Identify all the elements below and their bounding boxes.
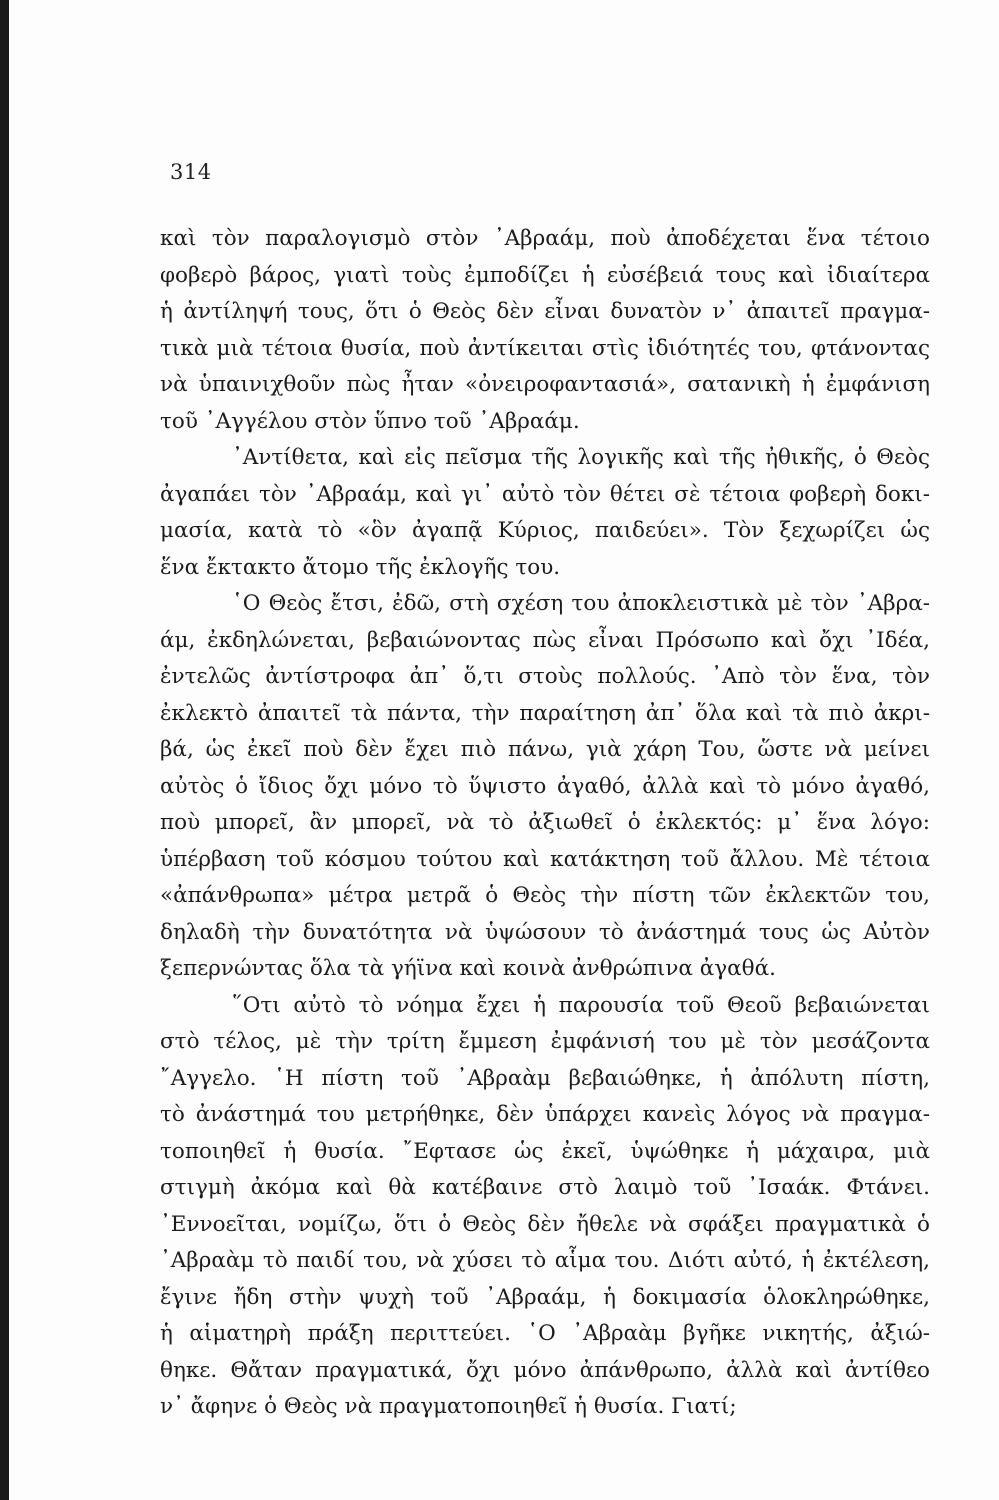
text-line: άμ, ἐκδηλώνεται, βεβαιώνοντας πὼς εἶναι Πρόσωπο καὶ ὄχι ᾿Ιδέα, bbox=[160, 627, 930, 653]
text-line: ᾿Αντίθετα, καὶ εἰς πεῖσμα τῆς λογικῆς καὶ τῆς ἠθικῆς, ὁ Θεὸς bbox=[232, 445, 930, 470]
text-line: ν᾿ ἄφηνε ὁ Θεὸς νὰ πραγματοποιηθεῖ ἡ θυσία. Γιατί; bbox=[160, 1394, 737, 1419]
text-line: αὐτὸς ὁ ἴδιος ὄχι μόνο τὸ ὕψιστο ἀγαθό, ἀλλὰ καὶ τὸ μόνο ἀγαθό, bbox=[160, 773, 930, 799]
text-line: καὶ τὸν παραλογισμὸ στὸν ᾿Αβραάμ, ποὺ ἀποδέχεται ἕνα τέτοιο bbox=[160, 226, 930, 251]
text-line: στιγμὴ ἀκόμα καὶ θὰ κατέβαινε στὸ λαιμὸ τοῦ ᾿Ισαάκ. Φτάνει. bbox=[160, 1175, 930, 1200]
text-line: τικὰ μιὰ τέτοια θυσία, ποὺ ἀντίκειται στὶς ἰδιότητές του, φτάνοντας bbox=[160, 335, 930, 361]
scan-border bbox=[0, 0, 9, 1500]
text-line: θηκε. Θἄταν πραγματικά, ὄχι μόνο ἀπάνθρωπο, ἀλλὰ καὶ ἀντίθεο bbox=[160, 1357, 930, 1383]
text-line: ᾿Εννοεῖται, νομίζω, ὅτι ὁ Θεὸς δὲν ἤθελε νὰ σφάξει πραγματικὰ ὁ bbox=[160, 1211, 930, 1237]
text-line: ξεπερνώντας ὅλα τὰ γήϊνα καὶ κοινὰ ἀνθρώπινα ἀγαθά. bbox=[160, 956, 776, 981]
text-line: τοῦ ᾿Αγγέλου στὸν ὕπνο τοῦ ᾿Αβραάμ. bbox=[160, 408, 580, 434]
text-line: ἡ αἱματηρὴ πράξη περιττεύει. ῾Ο ᾿Αβραὰμ βγῆκε νικητής, ἀξιώ- bbox=[160, 1321, 930, 1346]
text-line: νὰ ὑπαινιχθοῦν πὼς ἦταν «ὀνειροφαντασιά», σατανικὴ ἡ ἐμφάνιση bbox=[160, 372, 930, 397]
text-line: ὑπέρβαση τοῦ κόσμου τούτου καὶ κατάκτηση τοῦ ἄλλου. Μὲ τέτοια bbox=[160, 846, 930, 872]
text-line: ἔγινε ἤδη στὴν ψυχὴ τοῦ ᾿Αβραάμ, ἡ δοκιμασία ὁλοκληρώθηκε, bbox=[160, 1284, 930, 1310]
text-line: ἀγαπάει τὸν ᾿Αβραάμ, καὶ γι᾿ αὐτὸ τὸν θέτει σὲ τέτοια φοβερὴ δοκι- bbox=[160, 481, 930, 507]
text-line: ἐκλεκτὸ ἀπαιτεῖ τὰ πάντα, τὴν παραίτηση ἀπ᾿ ὅλα καὶ τὰ πιὸ ἀκρι- bbox=[160, 700, 930, 726]
text-line: τοποιηθεῖ ἡ θυσία. ῎Εφτασε ὡς ἐκεῖ, ὑψώθηκε ἡ μάχαιρα, μιὰ bbox=[160, 1138, 930, 1164]
body-text bbox=[160, 221, 930, 1426]
text-line: τὸ ἀνάστημά του μετρήθηκε, δὲν ὑπάρχει κανεὶς λόγος νὰ πραγμα- bbox=[160, 1102, 930, 1127]
text-line: ᾿Αβραὰμ τὸ παιδί του, νὰ χύσει τὸ αἷμα του. Διότι αὐτό, ἡ ἐκτέλεση, bbox=[160, 1248, 930, 1273]
text-line: φοβερὸ βάρος, γιατὶ τοὺς ἐμποδίζει ἡ εὐσέβειά τους καὶ ἰδιαίτερα bbox=[160, 262, 930, 288]
text-line: δηλαδὴ τὴν δυνατότητα νὰ ὑψώσουν τὸ ἀνάστημά τους ὡς Αὐτὸν bbox=[160, 919, 930, 945]
text-line: ῎Αγγελο. ῾Η πίστη τοῦ ᾿Αβραὰμ βεβαιώθηκε, ἡ ἀπόλυτη πίστη, bbox=[160, 1065, 930, 1091]
text-line: ῾Ο Θεὸς ἔτσι, ἐδῶ, στὴ σχέση του ἀποκλειστικὰ μὲ τὸν ᾿Αβρα- bbox=[232, 591, 930, 616]
text-line: «ἀπάνθρωπα» μέτρα μετρᾶ ὁ Θεὸς τὴν πίστη τῶν ἐκλεκτῶν του, bbox=[160, 883, 930, 908]
text-line: στὸ τέλος, μὲ τὴν τρίτη ἔμμεση ἐμφάνισή του μὲ τὸν μεσάζοντα bbox=[160, 1029, 930, 1054]
text-line: μασία, κατὰ τὸ «ὃν ἀγαπᾷ Κύριος, παιδεύει». Τὸν ξεχωρίζει ὡς bbox=[160, 518, 930, 543]
text-line: ἐντελῶς ἀντίστροφα ἀπ᾿ ὅ,τι στοὺς πολλούς. ᾿Απὸ τὸν ἕνα, τὸν bbox=[160, 664, 930, 689]
text-line: ῞Οτι αὐτὸ τὸ νόημα ἔχει ἡ παρουσία τοῦ Θεοῦ βεβαιώνεται bbox=[232, 992, 930, 1018]
text-line: ἡ ἀντίληψή τους, ὅτι ὁ Θεὸς δὲν εἶναι δυνατὸν ν᾿ ἀπαιτεῖ πραγμα- bbox=[160, 299, 930, 324]
text-line: ποὺ μπορεῖ, ἂν μπορεῖ, νὰ τὸ ἀξιωθεῖ ὁ ἐκλεκτός: μ᾿ ἕνα λόγο: bbox=[160, 810, 930, 835]
text-line: ἕνα ἔκτακτο ἄτομο τῆς ἐκλογῆς του. bbox=[160, 554, 561, 580]
text-line: βά, ὡς ἐκεῖ ποὺ δὲν ἔχει πιὸ πάνω, γιὰ χάρη Του, ὥστε νὰ μείνει bbox=[160, 737, 930, 762]
page-number: 314 bbox=[170, 160, 212, 184]
